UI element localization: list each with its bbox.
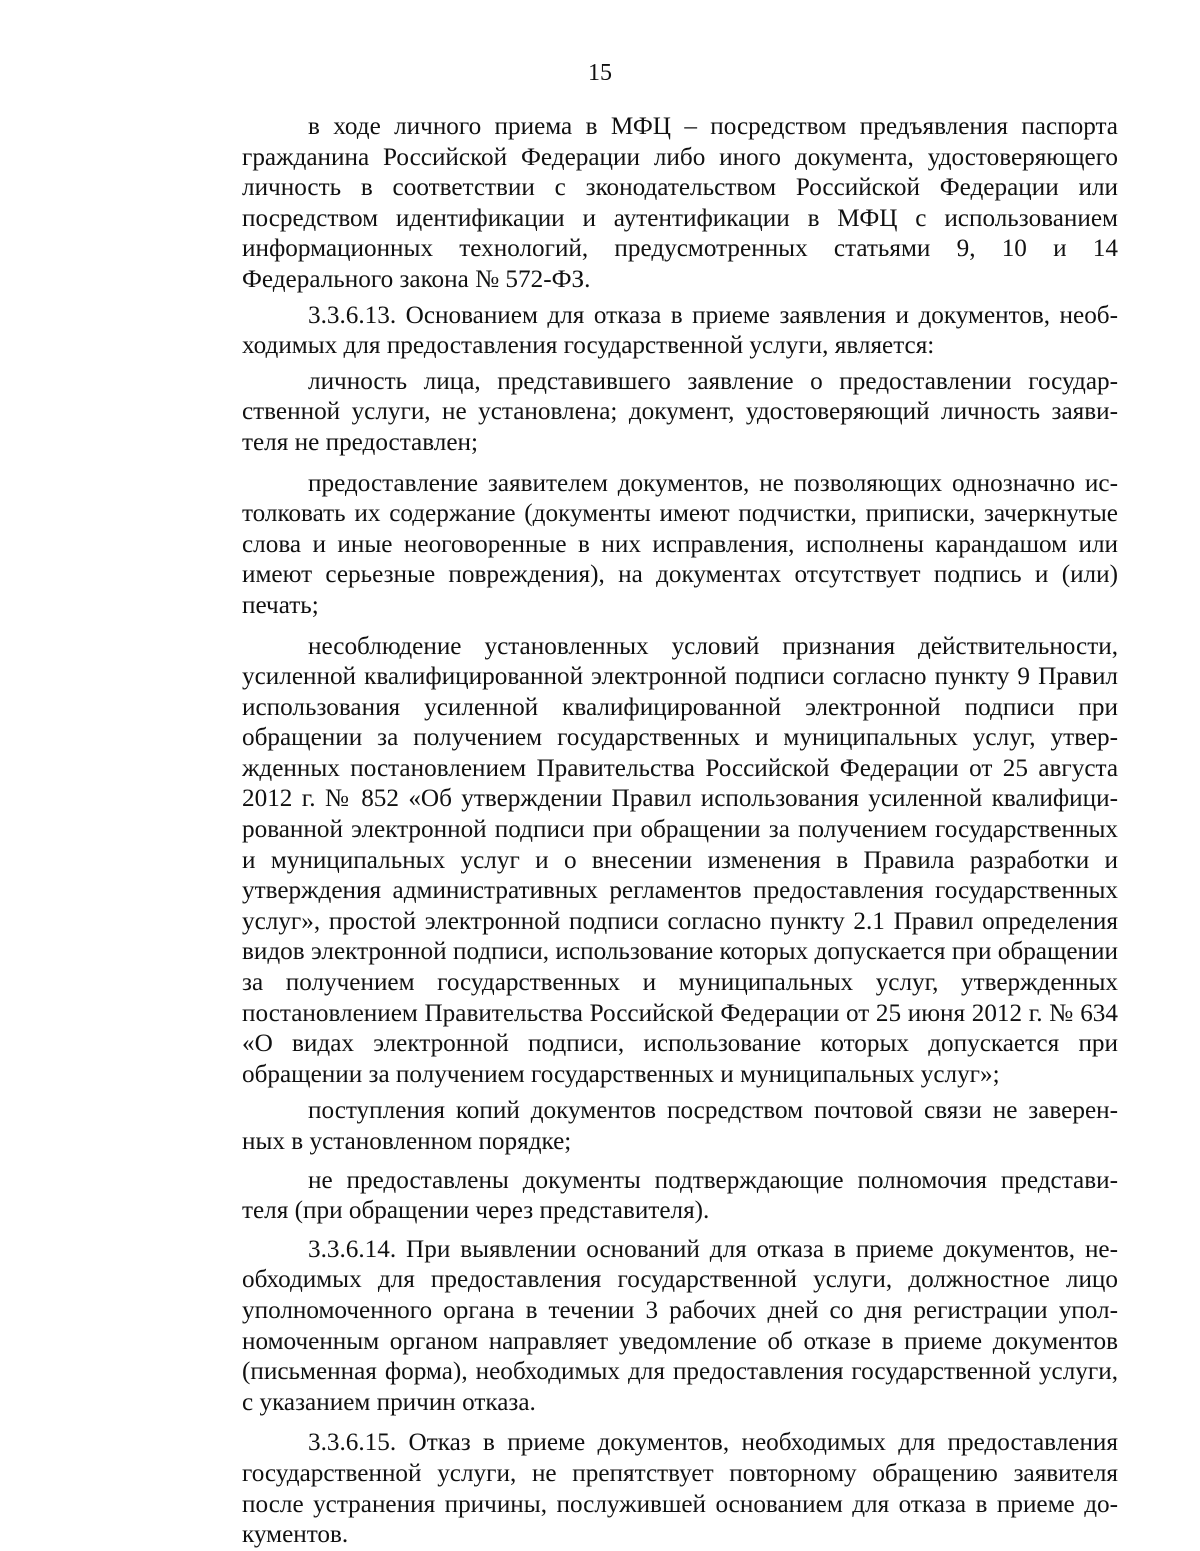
page-number: 15 xyxy=(588,60,612,86)
document-body xyxy=(242,112,1118,1551)
paragraph-identity-not-established: личность лица, представившего заявление о предоставлении государственной услуги, не установлена; документ, удостоверяющий личность заявителя не предоставлен; xyxy=(242,367,1118,456)
paragraph-no-authority-documents: не предоставлены документы подтверждающие полномочия представителя (при обращении через представителя). xyxy=(242,1166,1118,1225)
paragraph-signature-noncompliance: несоблюдение установленных условий признания действительности, усиленной квалифицированной электронной подписи согласно пункту 9 Правил использования усиленной квалифицированной электронной подписи при обращении за получением государственных и муниципальных услуг, утвержденных постановлением Правительства Российской Федерации от 25 августа 2012 г. № 852 «Об утверждении Правил использования усиленной квалифицированной электронной подписи при обращении за получением государственных и муниципальных услуг и о внесении изменения в Правила разработки и утверждения административных регламентов предоставления государственных услуг», простой электронной подписи согласно пункту 2.1 Правил определения видов электронной подписи, использование которых допускается при обращении за получением государственных и муниципальных услуг, утвержденных постановлением Правительства Российской Федерации от 25 июня 2012 г. № 634 «О видах электронной подписи, использование которых допускается при обращении за получением государственных и муниципальных услуг»; xyxy=(242,632,1118,1088)
paragraph-ambiguous-documents: предоставление заявителем документов, не позволяющих однозначно истолковать их содержание (документы имеют подчистки, приписки, зачеркнутые слова и иные неоговоренные в них исправления, исполнены карандашом или имеют серьезные повреждения), на документах отсутствует подпись и (или) печать; xyxy=(242,469,1118,619)
paragraph-3-3-6-15: 3.3.6.15. Отказ в приеме документов, необходимых для предоставления государственной услуги, не препятствует повторному обращению заявителя после устранения причины, послужившей основанием для отказа в приеме документов. xyxy=(242,1429,1118,1549)
paragraph-3-3-6-13: 3.3.6.13. Основанием для отказа в приеме заявления и документов, необходимых для предоставления государственной услуги, является: xyxy=(242,301,1118,360)
paragraph-uncertified-copies: поступления копий документов посредством почтовой связи не заверенных в установленном порядке; xyxy=(242,1097,1118,1155)
paragraph-personal-reception: в ходе личного приема в МФЦ – посредством предъявления паспорта гражданина Российской Федерации либо иного документа, удостоверяющего личность в соответствии с зконодательством Российской Федерации или посредством идентификации и аутентификации в МФЦ с использованием информационных технологий, предусмотренных статьями 9, 10 и 14 Федерального закона № 572-ФЗ. xyxy=(242,113,1118,293)
paragraph-3-3-6-14: 3.3.6.14. При выявлении оснований для отказа в приеме документов, необходимых для предоставления государственной услуги, должностное лицо уполномоченного органа в течении 3 рабочих дней со дня регистрации уполномоченным органом направляет уведомление об отказе в приеме документов (письменная форма), необходимых для предоставления государственной услуги, с указанием причин отказа. xyxy=(242,1235,1118,1416)
